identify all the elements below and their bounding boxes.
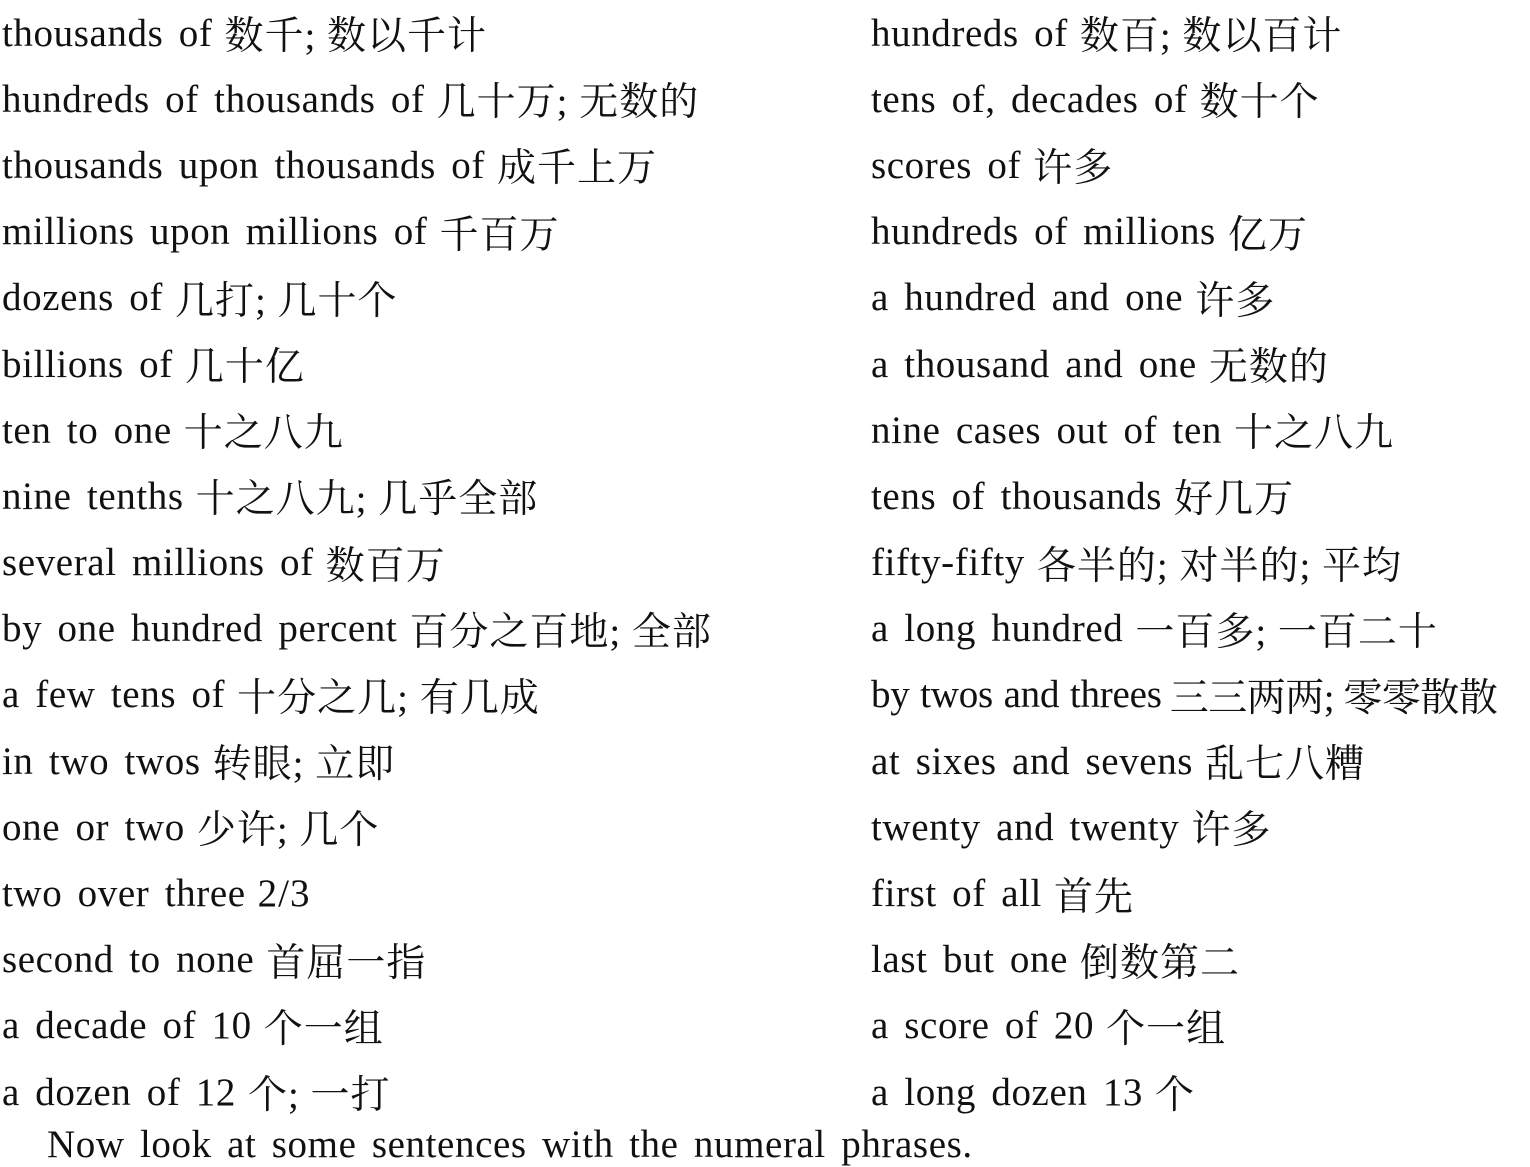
chinese-gloss: 几十亿 bbox=[184, 346, 305, 390]
chinese-gloss: 个一组 bbox=[263, 1007, 384, 1051]
english-phrase: billions of bbox=[2, 342, 173, 386]
chinese-gloss: 个一组 bbox=[1106, 1007, 1227, 1051]
right-phrase-row bbox=[871, 199, 1530, 265]
chinese-gloss: 各半的; 对半的; 平均 bbox=[1036, 544, 1403, 588]
english-phrase: millions upon millions of bbox=[2, 210, 428, 254]
right-phrase-row bbox=[871, 463, 1530, 529]
english-phrase: a long dozen 13 bbox=[871, 1070, 1144, 1114]
english-phrase: hundreds of thousands of bbox=[2, 77, 425, 121]
chinese-gloss: 数千; 数以千计 bbox=[224, 15, 488, 59]
english-phrase: two over three bbox=[2, 872, 246, 916]
english-phrase: hundreds of bbox=[871, 11, 1068, 55]
english-phrase: first of all bbox=[871, 872, 1042, 916]
right-phrase-row bbox=[871, 397, 1530, 463]
left-phrase-row bbox=[2, 860, 862, 926]
english-phrase: a decade of 10 bbox=[2, 1004, 252, 1048]
chinese-gloss: 首先 bbox=[1054, 875, 1135, 919]
chinese-gloss: 许多 bbox=[1191, 809, 1272, 853]
chinese-gloss: 几打; 几十个 bbox=[174, 279, 398, 323]
right-phrase-row bbox=[871, 860, 1530, 926]
english-phrase: several millions of bbox=[2, 541, 314, 585]
english-phrase: a thousand and one bbox=[871, 342, 1197, 386]
english-phrase: twenty and twenty bbox=[871, 805, 1180, 849]
chinese-gloss: 乱七八糟 bbox=[1205, 743, 1366, 787]
left-phrase-row bbox=[2, 596, 862, 662]
english-phrase: second to none bbox=[2, 938, 255, 982]
right-phrase-row bbox=[871, 728, 1530, 794]
chinese-gloss: 个; 一打 bbox=[247, 1074, 391, 1118]
english-phrase: by twos and threes bbox=[871, 673, 1162, 717]
english-phrase: at sixes and sevens bbox=[871, 739, 1194, 783]
chinese-gloss: 十之八九 bbox=[183, 412, 344, 456]
left-phrase-row bbox=[2, 199, 862, 265]
left-phrase-row bbox=[2, 927, 862, 993]
english-phrase: nine cases out of ten bbox=[871, 408, 1222, 452]
left-phrase-row bbox=[2, 132, 862, 198]
right-phrase-row bbox=[871, 331, 1530, 397]
chinese-gloss: 十之八九; 几乎全部 bbox=[195, 478, 539, 522]
chinese-gloss: 三三两两; 零零散散 bbox=[1169, 676, 1498, 720]
chinese-gloss: 数百; 数以百计 bbox=[1079, 15, 1343, 59]
chinese-gloss: 许多 bbox=[1033, 147, 1114, 191]
chinese-gloss: 好几万 bbox=[1174, 478, 1295, 522]
left-phrase-row bbox=[2, 1059, 862, 1125]
english-phrase: a dozen of 12 bbox=[2, 1070, 236, 1114]
chinese-gloss: 数百万 bbox=[325, 544, 446, 588]
english-phrase: in two twos bbox=[2, 739, 201, 783]
english-phrase: fifty-fifty bbox=[871, 541, 1025, 585]
right-phrase-row bbox=[871, 927, 1530, 993]
chinese-gloss: 倒数第二 bbox=[1080, 941, 1241, 985]
english-phrase: tens of thousands bbox=[871, 474, 1163, 518]
right-phrase-row bbox=[871, 993, 1530, 1059]
left-phrase-row bbox=[2, 662, 862, 728]
chinese-gloss: 数十个 bbox=[1199, 81, 1320, 125]
chinese-gloss: 成千上万 bbox=[496, 147, 657, 191]
chinese-gloss: 无数的 bbox=[1208, 346, 1329, 390]
right-phrase-row bbox=[871, 530, 1530, 596]
right-phrase-row bbox=[871, 0, 1530, 66]
english-phrase: a score of 20 bbox=[871, 1004, 1095, 1048]
chinese-gloss: 一百多; 一百二十 bbox=[1135, 610, 1438, 654]
right-phrase-row bbox=[871, 1059, 1530, 1125]
english-phrase: thousands upon thousands of bbox=[2, 143, 485, 187]
left-phrase-row bbox=[2, 728, 862, 794]
english-phrase: scores of bbox=[871, 143, 1022, 187]
left-phrase-row bbox=[2, 0, 862, 66]
right-phrase-row bbox=[871, 662, 1530, 728]
right-phrase-row bbox=[871, 265, 1530, 331]
english-phrase: a few tens of bbox=[2, 673, 226, 717]
chinese-gloss: 十分之几; 有几成 bbox=[237, 676, 540, 720]
right-phrase-column bbox=[871, 0, 1530, 1125]
left-phrase-column bbox=[2, 0, 862, 1125]
chinese-gloss: 千百万 bbox=[439, 213, 560, 257]
english-phrase: tens of, decades of bbox=[871, 77, 1188, 121]
english-phrase: thousands of bbox=[2, 11, 213, 55]
left-phrase-row bbox=[2, 265, 862, 331]
english-phrase: hundreds of millions bbox=[871, 210, 1216, 254]
english-phrase: by one hundred percent bbox=[2, 607, 398, 651]
right-phrase-row bbox=[871, 596, 1530, 662]
chinese-gloss: 2/3 bbox=[257, 872, 311, 916]
left-phrase-row bbox=[2, 397, 862, 463]
english-phrase: dozens of bbox=[2, 276, 163, 320]
right-phrase-row bbox=[871, 794, 1530, 860]
chinese-gloss: 几十万; 无数的 bbox=[436, 81, 700, 125]
english-phrase: a long hundred bbox=[871, 607, 1124, 651]
left-phrase-row bbox=[2, 331, 862, 397]
right-phrase-row bbox=[871, 132, 1530, 198]
chinese-gloss: 首屈一指 bbox=[266, 941, 427, 985]
chinese-gloss: 个 bbox=[1155, 1074, 1196, 1118]
english-phrase: ten to one bbox=[2, 408, 172, 452]
left-phrase-row bbox=[2, 530, 862, 596]
chinese-gloss: 百分之百地; 全部 bbox=[409, 610, 712, 654]
left-phrase-row bbox=[2, 794, 862, 860]
right-phrase-row bbox=[871, 66, 1530, 132]
english-phrase: one or two bbox=[2, 805, 185, 849]
footer-sentence: Now look at some sentences with the numeral phrases. bbox=[47, 1123, 973, 1166]
chinese-gloss: 转眼; 立即 bbox=[212, 743, 396, 787]
chinese-gloss: 亿万 bbox=[1227, 213, 1308, 257]
left-phrase-row bbox=[2, 993, 862, 1059]
left-phrase-row bbox=[2, 463, 862, 529]
english-phrase: last but one bbox=[871, 938, 1069, 982]
english-phrase: a hundred and one bbox=[871, 276, 1184, 320]
english-phrase: nine tenths bbox=[2, 474, 184, 518]
chinese-gloss: 少许; 几个 bbox=[196, 809, 380, 853]
left-phrase-row bbox=[2, 66, 862, 132]
chinese-gloss: 十之八九 bbox=[1234, 412, 1395, 456]
chinese-gloss: 许多 bbox=[1195, 279, 1276, 323]
